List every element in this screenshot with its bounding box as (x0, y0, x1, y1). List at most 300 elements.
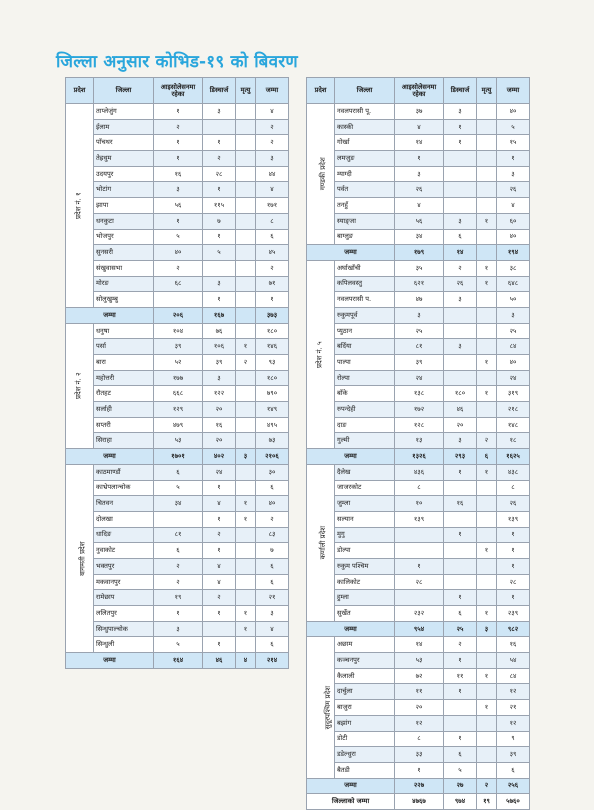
table-row (307, 182, 530, 198)
isolation-cell: २ (154, 260, 203, 276)
isolation-cell (395, 527, 444, 543)
total-cell: १८० (256, 323, 289, 339)
deaths-cell (477, 323, 497, 339)
deaths-cell (477, 653, 497, 669)
isolation-cell (395, 590, 444, 606)
table-row (307, 151, 530, 167)
table-row (66, 386, 289, 402)
isolation-cell: ३ (395, 307, 444, 323)
discharged-cell: १६७ (203, 307, 236, 323)
deaths-cell: १ (477, 276, 497, 292)
table-row (66, 637, 289, 653)
table-row (307, 433, 530, 449)
district-cell: प्युठान (335, 323, 395, 339)
table-row (66, 370, 289, 386)
isolation-cell: ३४ (395, 229, 444, 245)
province-label: प्रदेश नं. १ (74, 192, 83, 219)
deaths-cell (477, 715, 497, 731)
total-cell: ४३८ (497, 464, 530, 480)
table-row (66, 574, 289, 590)
table-row (66, 621, 289, 637)
district-cell: धनुषा (94, 323, 154, 339)
discharged-cell: ३ (203, 370, 236, 386)
isolation-cell: ५३ (154, 433, 203, 449)
province-cell (307, 260, 335, 448)
district-cell: सिन्धुपाल्चोक (94, 621, 154, 637)
district-cell: झापा (94, 198, 154, 214)
table-row (66, 135, 289, 151)
deaths-cell: २ (236, 355, 256, 371)
isolation-cell: ३५ (395, 260, 444, 276)
district-cell: नुवाकोट (94, 543, 154, 559)
deaths-cell (236, 417, 256, 433)
table-row (307, 700, 530, 716)
deaths-cell (236, 637, 256, 653)
table-row (307, 370, 530, 386)
discharged-cell: १२२ (203, 386, 236, 402)
total-cell: १ (256, 292, 289, 308)
deaths-cell (236, 229, 256, 245)
table-row (307, 480, 530, 496)
deaths-cell: १ (477, 260, 497, 276)
discharged-cell: १ (444, 684, 477, 700)
discharged-cell (444, 151, 477, 167)
deaths-cell (477, 731, 497, 747)
discharged-cell (444, 558, 477, 574)
total-row (307, 449, 530, 465)
table-row (307, 731, 530, 747)
isolation-cell: ५३ (395, 653, 444, 669)
total-cell: ४५ (256, 245, 289, 261)
deaths-cell (477, 119, 497, 135)
table-row (66, 527, 289, 543)
isolation-cell: ७२ (395, 668, 444, 684)
district-cell: पाँचथर (94, 135, 154, 151)
deaths-cell (477, 496, 497, 512)
table-row (307, 104, 530, 120)
discharged-cell: १ (444, 464, 477, 480)
deaths-cell (236, 480, 256, 496)
isolation-cell: ३३ (395, 747, 444, 763)
discharged-cell: २ (203, 590, 236, 606)
total-cell: १८ (497, 433, 530, 449)
isolation-cell: १७७ (154, 370, 203, 386)
total-cell: ५ (497, 119, 530, 135)
total-cell: ३७३ (256, 307, 289, 323)
district-cell: दार्चुला (335, 684, 395, 700)
discharged-cell: १४ (444, 245, 477, 261)
total-cell: ७ (256, 543, 289, 559)
deaths-cell (236, 543, 256, 559)
district-cell: दैलेख (335, 464, 395, 480)
isolation-header: आइसोलेसनमा रहेका (395, 78, 444, 104)
table-row (307, 135, 530, 151)
district-cell: सिन्धुली (94, 637, 154, 653)
deaths-header: मृत्यु (236, 78, 256, 104)
district-cell: बाँके (335, 386, 395, 402)
isolation-cell: २ (154, 119, 203, 135)
discharged-cell: १ (203, 292, 236, 308)
total-cell: ४० (497, 355, 530, 371)
district-cell: सिराहा (94, 433, 154, 449)
total-cell: ६ (497, 762, 530, 778)
isolation-cell: २०६ (154, 307, 203, 323)
table-row (307, 668, 530, 684)
discharged-cell: १६ (444, 496, 477, 512)
isolation-cell: ४७६७ (395, 794, 444, 810)
table-row (307, 496, 530, 512)
total-cell: ३ (256, 606, 289, 622)
total-row (66, 653, 289, 669)
district-cell: काठमाण्डौं (94, 464, 154, 480)
district-cell: मोरङ (94, 276, 154, 292)
isolation-cell: ५ (154, 229, 203, 245)
total-cell: २१ (256, 590, 289, 606)
deaths-cell: १९ (477, 794, 497, 810)
total-label: जम्मा (307, 245, 395, 261)
total-cell: २ (256, 119, 289, 135)
isolation-cell: ८१ (154, 527, 203, 543)
district-cell: संखुवासभा (94, 260, 154, 276)
discharged-cell: ४ (203, 558, 236, 574)
discharged-cell: १ (203, 511, 236, 527)
total-cell: १६ (497, 637, 530, 653)
province-label: सुदूरपश्चिम प्रदेश (324, 685, 333, 730)
table-row (307, 590, 530, 606)
table-row (307, 386, 530, 402)
isolation-header: आइसोलेसनमा रहेका (154, 78, 203, 104)
discharged-cell: ३ (444, 433, 477, 449)
deaths-cell (236, 119, 256, 135)
discharged-cell (444, 700, 477, 716)
table-row (307, 276, 530, 292)
total-cell: ८४ (497, 668, 530, 684)
isolation-cell: ४० (154, 245, 203, 261)
isolation-cell: ५२ (154, 355, 203, 371)
isolation-cell: ६ (154, 543, 203, 559)
district-cell: भोटांग (94, 182, 154, 198)
district-cell: जुम्ला (335, 496, 395, 512)
table-row (66, 119, 289, 135)
isolation-cell: ६२१ (395, 276, 444, 292)
isolation-cell: २ (154, 574, 203, 590)
district-cell: धनकुटा (94, 213, 154, 229)
table-row (307, 213, 530, 229)
deaths-cell (477, 417, 497, 433)
district-cell: दाङ (335, 417, 395, 433)
total-cell: ४० (497, 104, 530, 120)
district-cell: तेह्रथुम (94, 151, 154, 167)
isolation-cell: १ (154, 104, 203, 120)
deaths-cell (477, 135, 497, 151)
total-cell: ६ (256, 558, 289, 574)
discharged-cell: ४ (203, 496, 236, 512)
table-row (66, 182, 289, 198)
district-cell: ईलाम (94, 119, 154, 135)
district-cell: रामेछाप (94, 590, 154, 606)
deaths-cell (236, 590, 256, 606)
discharged-cell: १ (203, 480, 236, 496)
total-cell: ५४ (497, 653, 530, 669)
deaths-cell (477, 151, 497, 167)
district-cell: बाजुरा (335, 700, 395, 716)
table-row (307, 464, 530, 480)
district-cell: सुर्खेत (335, 606, 395, 622)
table-row (66, 433, 289, 449)
discharged-cell: २ (444, 260, 477, 276)
table-row (307, 558, 530, 574)
total-cell: १३९ (497, 511, 530, 527)
table-row (307, 229, 530, 245)
district-cell: पाल्पा (335, 355, 395, 371)
discharged-cell (444, 480, 477, 496)
total-cell: ८४ (497, 339, 530, 355)
deaths-cell (236, 182, 256, 198)
table-row (307, 574, 530, 590)
table-row (66, 339, 289, 355)
discharged-cell: ७६ (203, 323, 236, 339)
table-row (307, 198, 530, 214)
deaths-cell: २ (477, 433, 497, 449)
discharged-cell: ५ (203, 245, 236, 261)
district-cell: डडेल्धुरा (335, 747, 395, 763)
district-cell: रुकुमपूर्व (335, 307, 395, 323)
deaths-cell (477, 104, 497, 120)
province-cell (307, 637, 335, 778)
total-label: जम्मा (66, 449, 154, 465)
total-cell: २८ (497, 574, 530, 590)
total-cell: १५ (497, 135, 530, 151)
table-row (66, 213, 289, 229)
deaths-cell (477, 245, 497, 261)
total-cell: ९८२ (497, 621, 530, 637)
district-cell: म्याग्दी (335, 166, 395, 182)
table-row (307, 307, 530, 323)
isolation-cell: २४ (395, 370, 444, 386)
deaths-cell (477, 166, 497, 182)
province-label: बागमती प्रदेश (78, 541, 87, 576)
isolation-cell: १६४ (154, 653, 203, 669)
isolation-cell: ४ (395, 198, 444, 214)
total-cell: २१ (497, 700, 530, 716)
total-cell: ४४ (256, 166, 289, 182)
discharged-cell: ५ (444, 762, 477, 778)
table-row (66, 245, 289, 261)
total-label: जम्मा (66, 307, 154, 323)
discharged-cell: १८० (444, 386, 477, 402)
total-row (66, 449, 289, 465)
table-row (307, 606, 530, 622)
total-cell: ५७६० (497, 794, 530, 810)
total-cell: ४० (256, 496, 289, 512)
isolation-cell: ३४ (154, 496, 203, 512)
discharged-cell: ४६ (444, 402, 477, 418)
district-cell: नवलपरासी प. (335, 292, 395, 308)
table-row (66, 292, 289, 308)
district-cell: बैतडी (335, 762, 395, 778)
isolation-cell: २ (154, 558, 203, 574)
table-row (307, 339, 530, 355)
isolation-cell (395, 543, 444, 559)
total-cell: २ (256, 511, 289, 527)
isolation-cell: १७२ (395, 402, 444, 418)
table-row (307, 684, 530, 700)
province-header: प्रदेश (66, 78, 94, 104)
district-cell: तनहुँ (335, 198, 395, 214)
total-cell: ६ (256, 637, 289, 653)
deaths-cell (477, 402, 497, 418)
discharged-cell: २० (203, 402, 236, 418)
deaths-cell (236, 260, 256, 276)
isolation-cell: १३२६ (395, 449, 444, 465)
district-cell: लमजुङ (335, 151, 395, 167)
total-cell: २ (256, 135, 289, 151)
table-row (66, 543, 289, 559)
discharged-cell: ४०२ (203, 449, 236, 465)
isolation-cell: ३७ (395, 104, 444, 120)
table-row (66, 590, 289, 606)
total-cell: ८ (497, 480, 530, 496)
district-cell: ताप्लेजुंग (94, 104, 154, 120)
deaths-cell: ६ (477, 449, 497, 465)
district-cell: भोजपुर (94, 229, 154, 245)
discharged-cell: ३ (203, 276, 236, 292)
isolation-cell: १ (154, 135, 203, 151)
discharged-cell: ३ (444, 104, 477, 120)
isolation-cell: १२ (395, 715, 444, 731)
total-cell: ४० (497, 229, 530, 245)
province-label: गण्डकी प्रदेश (318, 157, 327, 191)
total-cell: १४९ (256, 402, 289, 418)
table-row (66, 355, 289, 371)
deaths-cell (477, 574, 497, 590)
deaths-cell (477, 590, 497, 606)
isolation-cell (154, 292, 203, 308)
total-label: जम्मा (307, 449, 395, 465)
deaths-cell (477, 480, 497, 496)
district-table-right (306, 77, 530, 810)
deaths-cell (477, 762, 497, 778)
table-row (307, 402, 530, 418)
discharged-cell (203, 621, 236, 637)
total-cell: २१८ (497, 402, 530, 418)
deaths-cell (236, 166, 256, 182)
discharged-cell: ३९ (203, 355, 236, 371)
total-cell: ४ (256, 182, 289, 198)
district-cell: भक्तपुर (94, 558, 154, 574)
total-cell: ४ (256, 104, 289, 120)
total-cell: ३९ (497, 747, 530, 763)
isolation-cell: ३९ (154, 339, 203, 355)
page-title: जिल्ला अनुसार कोभिड-१९ को बिवरण (56, 52, 298, 72)
total-cell: २१४ (256, 653, 289, 669)
total-cell: ६ (256, 480, 289, 496)
total-cell: ३१९ (497, 386, 530, 402)
total-cell: १७१ (256, 198, 289, 214)
isolation-cell: ५ (154, 480, 203, 496)
deaths-cell (236, 307, 256, 323)
table-row (66, 558, 289, 574)
total-cell: ६४८ (497, 276, 530, 292)
district-cell: सुनसरी (94, 245, 154, 261)
district-cell: अछाम (335, 637, 395, 653)
total-cell: ४९५ (256, 417, 289, 433)
total-cell: ३ (497, 307, 530, 323)
deaths-cell: १ (477, 543, 497, 559)
discharged-cell: ११५ (203, 198, 236, 214)
deaths-cell (236, 151, 256, 167)
table-row (66, 276, 289, 292)
deaths-cell (477, 511, 497, 527)
total-header: जम्मा (256, 78, 289, 104)
deaths-cell (236, 292, 256, 308)
discharged-cell: १ (203, 229, 236, 245)
deaths-cell (236, 464, 256, 480)
total-cell: १२ (497, 715, 530, 731)
district-cell: स्याङ्जा (335, 213, 395, 229)
district-cell: बारा (94, 355, 154, 371)
isolation-cell: ५६ (154, 198, 203, 214)
total-cell: ७९० (256, 386, 289, 402)
isolation-cell: ११ (395, 684, 444, 700)
district-cell: कास्की (335, 119, 395, 135)
total-cell: १ (497, 151, 530, 167)
isolation-cell: १२८ (395, 417, 444, 433)
province-label: प्रदेश नं. ५ (315, 341, 324, 368)
isolation-cell: ८ (395, 480, 444, 496)
isolation-cell: ३९ (395, 355, 444, 371)
total-cell: ३ (256, 151, 289, 167)
total-cell: ४ (256, 621, 289, 637)
table-row (66, 198, 289, 214)
discharged-cell: ३ (444, 213, 477, 229)
isolation-cell: १४ (395, 637, 444, 653)
deaths-header: मृत्यु (477, 78, 497, 104)
total-cell: १ (497, 527, 530, 543)
deaths-cell (477, 684, 497, 700)
total-cell: २४ (497, 370, 530, 386)
isolation-cell: १ (395, 762, 444, 778)
discharged-cell (444, 182, 477, 198)
total-label: जम्मा (307, 778, 395, 794)
isolation-cell: १ (154, 213, 203, 229)
district-cell: ललितपुर (94, 606, 154, 622)
isolation-cell: ४७ (395, 292, 444, 308)
deaths-cell (477, 292, 497, 308)
district-cell: बर्दिया (335, 339, 395, 355)
total-cell: ५० (497, 292, 530, 308)
total-cell: १ (497, 558, 530, 574)
discharged-cell (444, 370, 477, 386)
district-cell: कालिकोट (335, 574, 395, 590)
deaths-cell (477, 229, 497, 245)
deaths-cell: १ (236, 606, 256, 622)
table-row (66, 104, 289, 120)
isolation-cell (154, 511, 203, 527)
discharged-cell (444, 323, 477, 339)
isolation-cell: १७९ (395, 245, 444, 261)
isolation-cell: २८ (395, 574, 444, 590)
deaths-cell: १ (236, 511, 256, 527)
discharged-cell: ९७४ (444, 794, 477, 810)
deaths-cell (236, 558, 256, 574)
total-row (307, 621, 530, 637)
isolation-cell: ४३६ (395, 464, 444, 480)
province-cell (66, 323, 94, 449)
discharged-cell: १ (203, 135, 236, 151)
total-row (307, 245, 530, 261)
table-row (66, 166, 289, 182)
